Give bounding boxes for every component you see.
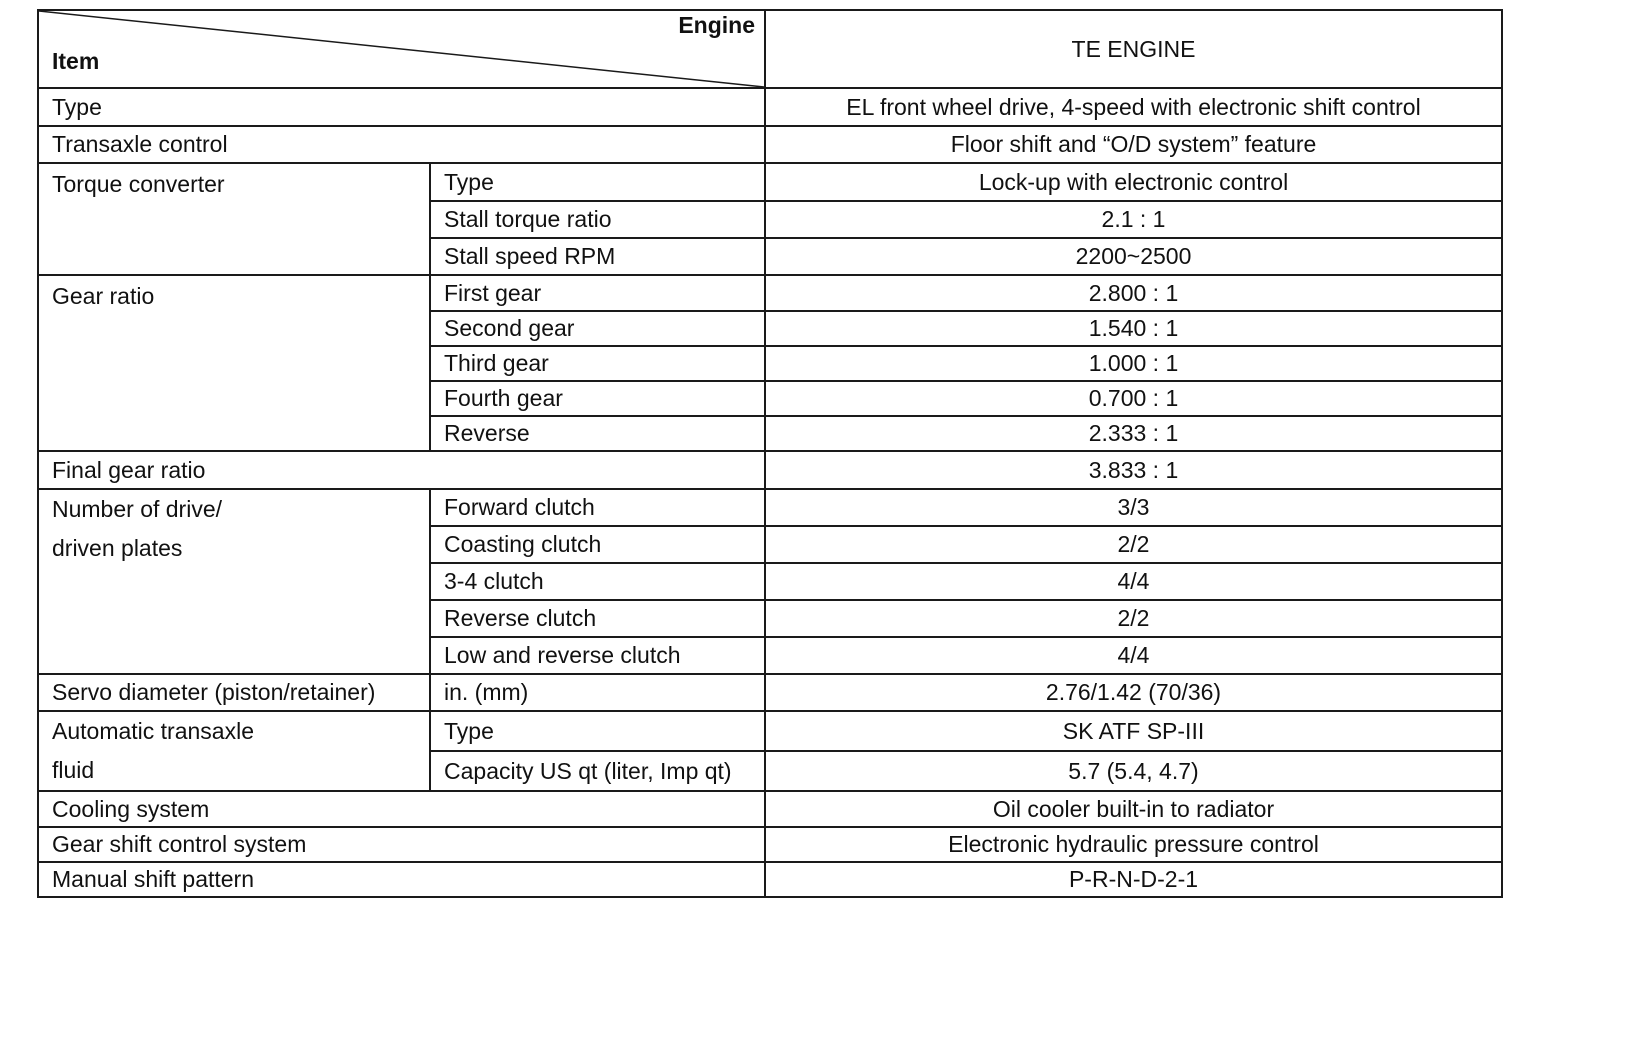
row-value: 2.333 : 1 [765,416,1502,451]
diagonal-divider-line [39,11,764,87]
table-row [38,791,1502,827]
sub-label: Stall speed RPM [430,238,765,275]
row-value: 2/2 [765,526,1502,563]
sub-label: Third gear [430,346,765,381]
row-value: 5.7 (5.4, 4.7) [765,751,1502,791]
table-row [38,275,1502,311]
row-value: 2200~2500 [765,238,1502,275]
sub-label: Type [430,163,765,201]
row-label: Manual shift pattern [38,862,765,897]
sub-label: Capacity US qt (liter, Imp qt) [430,751,765,791]
group-label: Torque converter [38,163,430,275]
table-row [38,862,1502,897]
group-label-line: driven plates [52,535,183,561]
group-label-line: Automatic transaxle [52,718,254,744]
row-label: Final gear ratio [38,451,765,489]
row-value: 2.1 : 1 [765,201,1502,238]
table-header-row [38,10,1502,88]
sub-label: Fourth gear [430,381,765,416]
row-value: Electronic hydraulic pressure control [765,827,1502,862]
row-label: Cooling system [38,791,765,827]
table-row [38,163,1502,201]
sub-label: Type [430,711,765,751]
group-label [38,711,430,791]
table-row [38,126,1502,163]
row-value: Floor shift and “O/D system” feature [765,126,1502,163]
row-value: P-R-N-D-2-1 [765,862,1502,897]
row-value: Oil cooler built-in to radiator [765,791,1502,827]
row-value: SK ATF SP-III [765,711,1502,751]
sub-label: Coasting clutch [430,526,765,563]
sub-label: Reverse clutch [430,600,765,637]
row-value: 2/2 [765,600,1502,637]
group-label-line: fluid [52,757,95,783]
header-engine-value: TE ENGINE [765,10,1502,88]
sub-label: 3-4 clutch [430,563,765,600]
row-value: 4/4 [765,563,1502,600]
table-row [38,827,1502,862]
row-value: 3.833 : 1 [765,451,1502,489]
row-value: 0.700 : 1 [765,381,1502,416]
group-label [38,489,430,674]
row-value: 2.76/1.42 (70/36) [765,674,1502,711]
sub-label: Forward clutch [430,489,765,526]
sub-label: Stall torque ratio [430,201,765,238]
specifications-table [37,9,1503,898]
sub-label: Low and reverse clutch [430,637,765,674]
row-value: 1.540 : 1 [765,311,1502,346]
header-item-label: Item [52,48,100,74]
sub-label: First gear [430,275,765,311]
table-row [38,88,1502,126]
sub-label: Reverse [430,416,765,451]
sub-label: in. (mm) [430,674,765,711]
row-label: Transaxle control [38,126,765,163]
header-engine-label: Engine [678,12,755,38]
sub-label: Second gear [430,311,765,346]
row-value: Lock-up with electronic control [765,163,1502,201]
row-value: EL front wheel drive, 4-speed with electronic shift control [765,88,1502,126]
group-label: Gear ratio [38,275,430,451]
row-label: Type [38,88,765,126]
table-row [38,674,1502,711]
table-row [38,711,1502,751]
group-label-line: Number of drive/ [52,496,223,522]
row-value: 3/3 [765,489,1502,526]
table-row [38,451,1502,489]
row-label: Gear shift control system [38,827,765,862]
row-value: 1.000 : 1 [765,346,1502,381]
row-value: 4/4 [765,637,1502,674]
row-label: Servo diameter (piston/retainer) [38,674,430,711]
table-row [38,489,1502,526]
row-value: 2.800 : 1 [765,275,1502,311]
header-diagonal-cell [38,10,765,88]
